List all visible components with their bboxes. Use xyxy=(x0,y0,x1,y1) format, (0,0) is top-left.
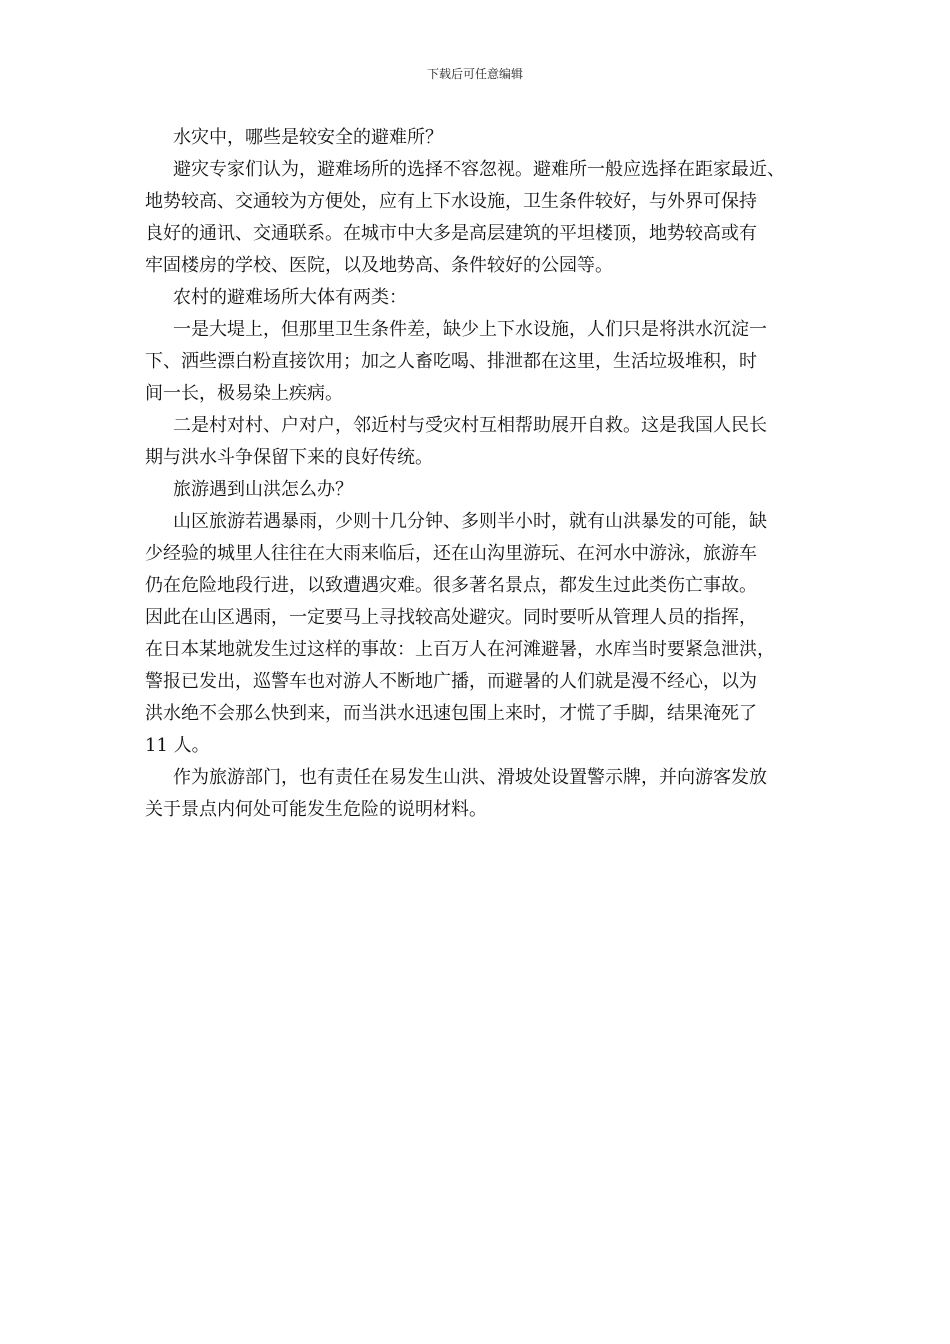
text-line: 11 人。 xyxy=(145,735,210,756)
text-line: 山区旅游若遇暴雨，少则十几分钟、多则半小时，就有山洪暴发的可能，缺 xyxy=(173,511,767,532)
text-line: 因此在山区遇雨，一定要马上寻找较高处避灾。同时要听从管理人员的指挥， xyxy=(145,607,757,628)
text-line: 牢固楼房的学校、医院，以及地势高、条件较好的公园等。 xyxy=(145,255,613,276)
text-line: 一是大堤上，但那里卫生条件差，缺少上下水设施，人们只是将洪水沉淀一 xyxy=(173,319,767,340)
text-line: 下、洒些漂白粉直接饮用；加之人畜吃喝、排泄都在这里，生活垃圾堆积，时 xyxy=(145,351,757,372)
document-body xyxy=(145,122,810,826)
text-line: 关于景点内何处可能发生危险的说明材料。 xyxy=(145,799,487,820)
text-line: 在日本某地就发生过这样的事故：上百万人在河滩避暑，水库当时要紧急泄洪， xyxy=(145,639,775,660)
text-line: 仍在危险地段行进，以致遭遇灾难。很多著名景点，都发生过此类伤亡事故。 xyxy=(145,575,757,596)
text-line: 农村的避难场所大体有两类： xyxy=(173,287,407,308)
page-header: 下载后可任意编辑 xyxy=(426,67,523,81)
text-line: 警报已发出，巡警车也对游人不断地广播，而避暑的人们就是漫不经心，以为 xyxy=(145,671,757,692)
text-line: 地势较高、交通较为方便处，应有上下水设施，卫生条件较好，与外界可保持 xyxy=(145,191,757,212)
text-line: 良好的通讯、交通联系。在城市中大多是高层建筑的平坦楼顶，地势较高或有 xyxy=(145,223,757,244)
text-line: 期与洪水斗争保留下来的良好传统。 xyxy=(145,447,433,468)
text-line: 旅游遇到山洪怎么办？ xyxy=(173,479,353,500)
text-line: 少经验的城里人往往在大雨来临后，还在山沟里游玩、在河水中游泳，旅游车 xyxy=(145,543,757,564)
text-line: 水灾中，哪些是较安全的避难所？ xyxy=(173,127,443,148)
text-line: 避灾专家们认为，避难场所的选择不容忽视。避难所一般应选择在距家最近、 xyxy=(173,159,785,180)
text-line: 二是村对村、户对户，邻近村与受灾村互相帮助展开自救。这是我国人民长 xyxy=(173,415,767,436)
text-line: 间一长，极易染上疾病。 xyxy=(145,383,343,404)
text-line: 洪水绝不会那么快到来，而当洪水迅速包围上来时，才慌了手脚，结果淹死了 xyxy=(145,703,757,724)
text-line: 作为旅游部门，也有责任在易发生山洪、滑坡处设置警示牌，并向游客发放 xyxy=(173,767,767,788)
